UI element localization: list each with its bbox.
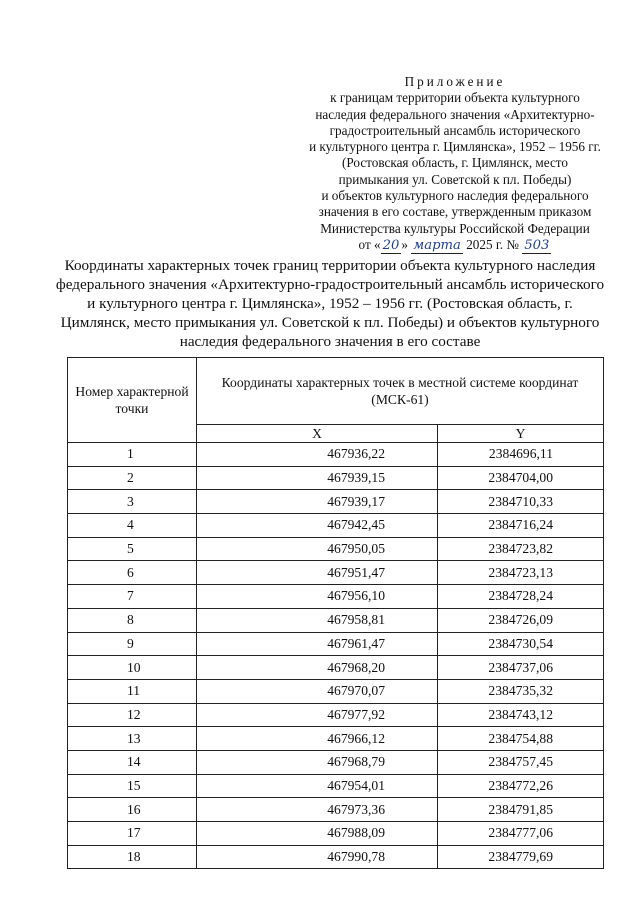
y-coordinate-cell: 2384726,09 [438, 608, 604, 632]
point-number-cell: 16 [68, 798, 197, 822]
x-coordinate-cell: 467990,78 [197, 845, 438, 869]
point-number-cell: 10 [68, 656, 197, 680]
appendix-line: значения в его составе, утвержденным приказом [318, 204, 592, 220]
appendix-line: примыкания ул. Советской к пл. Победы) [338, 171, 572, 187]
order-mid: » [401, 236, 408, 252]
appendix-line: градостроительный ансамбль исторического [329, 122, 581, 138]
y-coordinate-cell: 2384696,11 [438, 443, 604, 467]
point-number-cell: 5 [68, 537, 197, 561]
x-coordinate-cell: 467968,79 [197, 750, 438, 774]
appendix-heading: Приложение [404, 74, 506, 89]
header-x: X [197, 425, 438, 443]
y-coordinate-cell: 2384743,12 [438, 703, 604, 727]
y-coordinate-cell: 2384730,54 [438, 632, 604, 656]
table-row [68, 490, 604, 514]
y-coordinate-cell: 2384723,82 [438, 537, 604, 561]
x-coordinate-cell: 467973,36 [197, 798, 438, 822]
table-row [68, 703, 604, 727]
point-number-cell: 12 [68, 703, 197, 727]
x-coordinate-cell: 467956,10 [197, 585, 438, 609]
x-coordinate-cell: 467951,47 [197, 561, 438, 585]
x-coordinate-cell: 467961,47 [197, 632, 438, 656]
table-row [68, 466, 604, 490]
document-title: Координаты характерных точек границ территории объекта культурного наследия федерального значения «Архитектурно-градостроительный ансамбль исторического и культурного центра г. Цимлянска», 1952 – 1956 гг. (Ростовская область, г. Цимлянск, место примыкания ул. Советской к пл. Победы) и объектов культурного наследия федерального значения в его составе [55, 257, 605, 350]
table-row [68, 727, 604, 751]
table-row [68, 679, 604, 703]
point-number-cell: 17 [68, 822, 197, 846]
coordinates-table [67, 357, 604, 869]
table-row [68, 537, 604, 561]
point-number-cell: 2 [68, 466, 197, 490]
x-coordinate-cell: 467966,12 [197, 727, 438, 751]
table-row [68, 632, 604, 656]
table-row [68, 443, 604, 467]
appendix-line: к границам территории объекта культурного [330, 90, 580, 106]
y-coordinate-cell: 2384716,24 [438, 514, 604, 538]
table-row [68, 774, 604, 798]
x-coordinate-cell: 467950,05 [197, 537, 438, 561]
point-number-cell: 4 [68, 514, 197, 538]
point-number-cell: 8 [68, 608, 197, 632]
order-date-line [300, 237, 610, 254]
order-day-handwritten: 20 [382, 237, 400, 253]
point-number-cell: 18 [68, 845, 197, 869]
point-number-cell: 9 [68, 632, 197, 656]
x-coordinate-cell: 467988,09 [197, 822, 438, 846]
table-row [68, 845, 604, 869]
point-number-cell: 11 [68, 679, 197, 703]
appendix-line: (Ростовская область, г. Цимлянск, место [342, 155, 568, 171]
point-number-cell: 14 [68, 750, 197, 774]
appendix-block [300, 74, 610, 254]
y-coordinate-cell: 2384737,06 [438, 656, 604, 680]
appendix-line: Министерства культуры Российской Федерации [320, 220, 590, 236]
appendix-line: и объектов культурного наследия федерального [321, 188, 589, 204]
point-number-cell: 6 [68, 561, 197, 585]
point-number-cell: 13 [68, 727, 197, 751]
x-coordinate-cell: 467970,07 [197, 679, 438, 703]
table-row [68, 656, 604, 680]
table-row [68, 750, 604, 774]
table-row [68, 822, 604, 846]
y-coordinate-cell: 2384791,85 [438, 798, 604, 822]
point-number-cell: 15 [68, 774, 197, 798]
x-coordinate-cell: 467977,92 [197, 703, 438, 727]
order-year: 2025 г. № [466, 236, 519, 252]
appendix-line: наследия федерального значения «Архитектурно- [315, 106, 595, 122]
header-point-number: Номер характерной точки [68, 358, 197, 443]
appendix-line: и культурного центра г. Цимлянска», 1952 – 1956 гг. [309, 139, 601, 155]
x-coordinate-cell: 467942,45 [197, 514, 438, 538]
y-coordinate-cell: 2384772,26 [438, 774, 604, 798]
table-row [68, 585, 604, 609]
y-coordinate-cell: 2384754,88 [438, 727, 604, 751]
order-number-handwritten: 503 [524, 237, 550, 253]
x-coordinate-cell: 467958,81 [197, 608, 438, 632]
y-coordinate-cell: 2384735,32 [438, 679, 604, 703]
table-row [68, 561, 604, 585]
point-number-cell: 3 [68, 490, 197, 514]
x-coordinate-cell: 467968,20 [197, 656, 438, 680]
table-body [68, 443, 604, 869]
x-coordinate-cell: 467936,22 [197, 443, 438, 467]
table-row [68, 608, 604, 632]
table-row [68, 798, 604, 822]
header-coordinates: Координаты характерных точек в местной системе координат (МСК-61) [197, 358, 604, 425]
y-coordinate-cell: 2384779,69 [438, 845, 604, 869]
table-row [68, 514, 604, 538]
x-coordinate-cell: 467939,15 [197, 466, 438, 490]
y-coordinate-cell: 2384723,13 [438, 561, 604, 585]
y-coordinate-cell: 2384757,45 [438, 750, 604, 774]
order-prefix: от « [358, 236, 381, 252]
y-coordinate-cell: 2384728,24 [438, 585, 604, 609]
header-y: Y [438, 425, 604, 443]
point-number-cell: 1 [68, 443, 197, 467]
y-coordinate-cell: 2384710,33 [438, 490, 604, 514]
x-coordinate-cell: 467939,17 [197, 490, 438, 514]
order-month-handwritten: марта [413, 237, 461, 253]
y-coordinate-cell: 2384777,06 [438, 822, 604, 846]
y-coordinate-cell: 2384704,00 [438, 466, 604, 490]
point-number-cell: 7 [68, 585, 197, 609]
x-coordinate-cell: 467954,01 [197, 774, 438, 798]
